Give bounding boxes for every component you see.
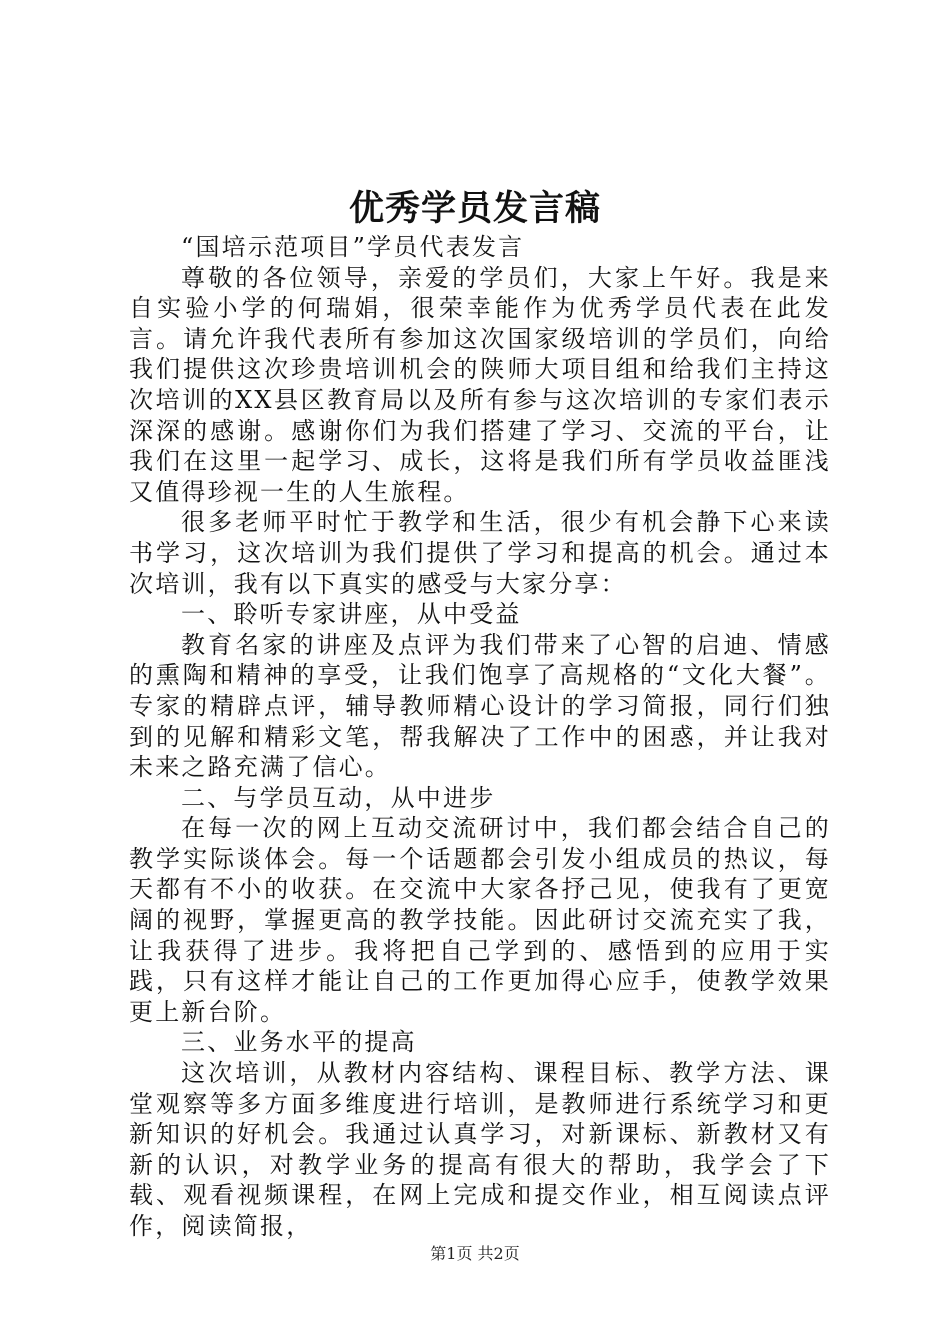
paragraph-greeting: 尊敬的各位领导，亲爱的学员们，大家上午好。我是来自实验小学的何瑞娟，很荣幸能作为优秀学员代表在此发言。请允许我代表所有参加这次国家级培训的学员们，向给我们提供这次珍贵培训机会的陕师大项目组和给我们主持这次培训的XX县区教育局以及所有参与这次培训的专家们表示深深的感谢。感谢你们为我们搭建了学习、交流的平台，让我们在这里一起学习、成长，这将是我们所有学员收益匪浅又值得珍视一生的人生旅程。	[129, 263, 831, 506]
paragraph-section-2: 在每一次的网上互动交流研讨中，我们都会结合自己的教学实际谈体会。每一个话题都会引发小组成员的热议，每天都有不小的收获。在交流中大家各抒己见，使我有了更宽阔的视野，掌握更高的教学技能。因此研讨交流充实了我，让我获得了进步。我将把自己学到的、感悟到的应用于实践，只有这样才能让自己的工作更加得心应手，使教学效果更上新台阶。	[129, 814, 831, 1026]
paragraph-intro: 很多老师平时忙于教学和生活，很少有机会静下心来读书学习，这次培训为我们提供了学习和提高的机会。通过本次培训，我有以下真实的感受与大家分享：	[129, 508, 831, 598]
section-heading-1: 一、聆听专家讲座，从中受益	[181, 600, 522, 629]
paragraph-subtitle: “国培示范项目”学员代表发言	[181, 233, 525, 261]
document-title: 优秀学员发言稿	[348, 188, 601, 229]
section-heading-3: 三、业务水平的提高	[181, 1028, 417, 1057]
section-heading-2: 二、与学员互动，从中进步	[181, 783, 496, 812]
document-body	[129, 232, 831, 1242]
paragraph-section-3: 这次培训，从教材内容结构、课程目标、教学方法、课堂观察等多方面多维度进行培训，是教师进行系统学习和更新知识的好机会。我通过认真学习，对新课标、新教材又有新的认识，对教学业务的提高有很大的帮助，我学会了下载、观看视频课程，在网上完成和提交作业，相互阅读点评作，阅读简报，	[129, 1059, 831, 1240]
paragraph-section-1: 教育名家的讲座及点评为我们带来了心智的启迪、情感的熏陶和精神的享受，让我们饱享了高规格的“文化大餐”。专家的精辟点评，辅导教师精心设计的学习简报，同行们独到的见解和精彩文笔，帮我解决了工作中的困惑，并让我对未来之路充满了信心。	[129, 630, 831, 782]
page-footer: 第1页 共2页	[430, 1244, 520, 1263]
